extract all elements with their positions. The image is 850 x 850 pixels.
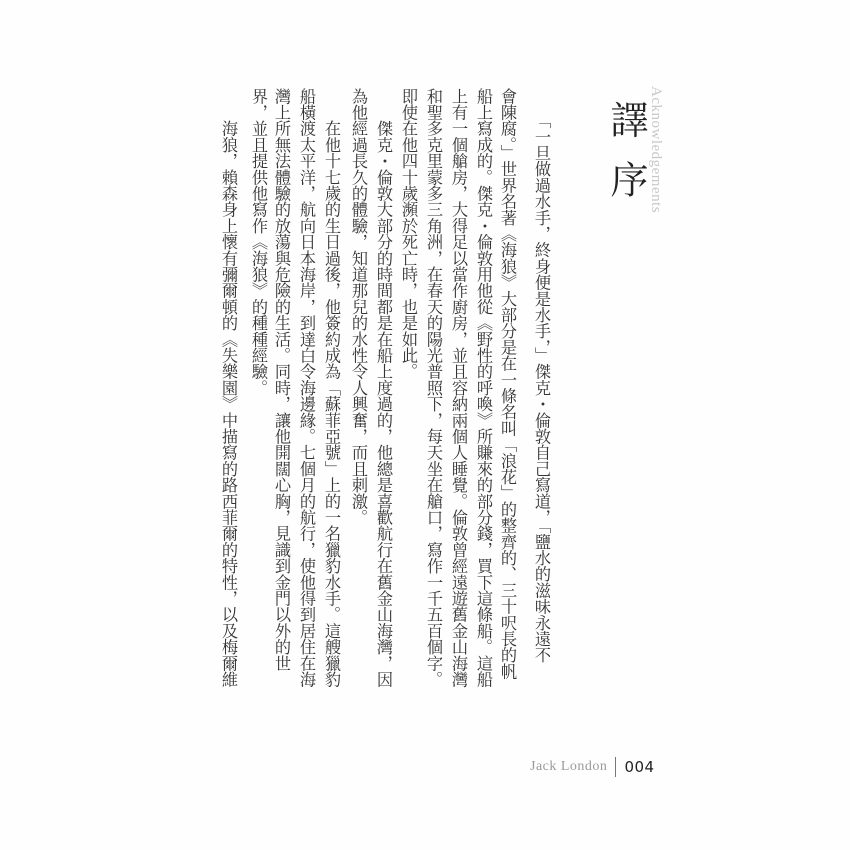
page-footer [530,757,655,777]
text-column: 會陳腐。」世界名著《海狼》大部分是在一條名叫「浪花」的整齊的、三十呎長的帆 [498,88,517,680]
text-column: 上有一個艙房，大得足以當作廚房，並且容納兩個人睡覺。倫敦曾經遠遊舊金山海灣 [449,88,468,688]
text-column: 傑克・倫敦大部分的時間都是在船上度過的，他總是喜歡航行在舊金山海灣，因 [374,88,393,688]
running-footer-author: Jack London [530,759,608,774]
text-column: 船橫渡太平洋，航向日本海岸，到達白令海邊緣。七個月的航行，使他得到居住在海 [297,88,316,688]
text-column: 在他十七歲的生日過後，他簽約成為「蘇菲亞號」上的一名獵豹水手。這艘獵豹 [322,88,341,688]
chapter-title: 譯序 [604,100,648,220]
text-column: 灣上所無法體驗的放蕩與危險的生活。同時，讓他開闊心胸，見識到金門以外的世 [272,88,291,672]
text-column: 海狼，賴森身上懷有彌爾頓的《失樂園》中描寫的路西菲爾的特性，以及梅爾維 [219,88,238,688]
text-column: 船上寫成的。傑克・倫敦用他從《野性的呼喚》所賺來的部分錢，買下這條船。這船 [474,88,493,688]
footer-divider [615,757,616,777]
text-column: 和聖多克里蒙多三角洲，在春天的陽光普照下，每天坐在艙口，寫作一千五百個字。 [424,88,443,688]
text-column: 「一旦做過水手，終身便是水手，」傑克・倫敦自己寫道，「鹽水的滋味永遠不 [532,88,551,664]
chapter-subtitle: Acknowledgements [648,86,664,214]
page-number: 004 [624,758,655,776]
text-column: 界，並且提供他寫作《海狼》的種種經驗。 [249,88,268,396]
text-column: 即使在他四十歲瀕於死亡時，也是如此。 [399,88,418,380]
text-column: 為他經過長久的體驗，知道那兒的水性令人興奮，而且刺激。 [349,88,368,526]
